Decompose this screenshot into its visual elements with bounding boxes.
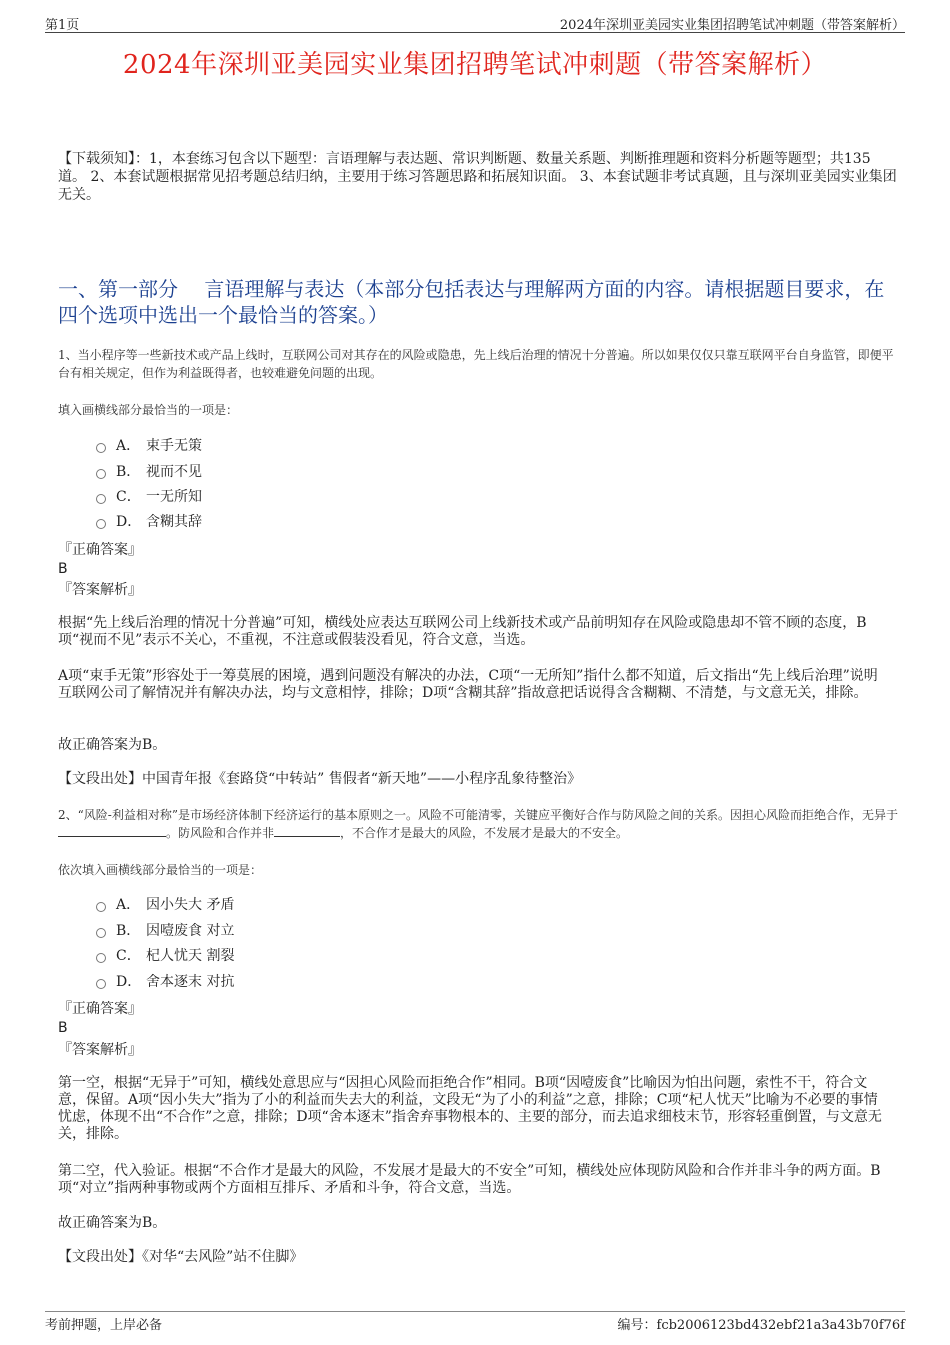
radio-icon[interactable] — [96, 902, 106, 912]
option-letter: B． — [116, 923, 141, 939]
option-text: 视而不见 — [146, 464, 202, 480]
option-letter: A． — [116, 897, 141, 913]
option-text: 因小失大 矛盾 — [146, 897, 235, 913]
fill-blank — [274, 824, 340, 837]
question-1-answer-label: 『正确答案』 — [58, 542, 142, 558]
option-letter: B． — [116, 464, 141, 480]
question-1-analysis-p1: 根据“先上线后治理的情况十分普遍”可知，横线处应表达互联网公司上线新技术或产品前明知存在风险或隐患却不管不顾的态度，B项“视而不见”表示不关心，不重视，不注意或假装没看见，符合文意，当选。 — [58, 615, 867, 648]
question-1-option-d[interactable] — [96, 511, 202, 531]
page-number: 第1页 — [45, 18, 80, 33]
footer-divider — [45, 1311, 905, 1312]
question-1-option-c[interactable] — [96, 486, 202, 506]
download-notice: 【下载须知】：1，本套练习包含以下题型：言语理解与表达题、常识判断题、数量关系题、判断推理题和资料分析题等题型；共135道。 2、本套试题根据常见招考题总结归纳，主要用于练习答题思路和拓展知识面。 3、本套试题非考试真题，且与深圳亚美园实业集团无关。 — [58, 151, 897, 203]
question-2-option-b[interactable] — [96, 920, 234, 940]
question-1-option-a[interactable] — [96, 435, 202, 455]
option-letter: D． — [116, 514, 142, 530]
stem-text: 。防风险和合作并非 — [166, 826, 275, 840]
document-id: 编号：fcb2006123bd432ebf21a3a43b70f76f — [617, 1318, 905, 1333]
stem-text: ，不合作才是最大的风险，不发展才是最大的不安全。 — [340, 826, 629, 840]
radio-icon[interactable] — [96, 519, 106, 529]
radio-icon[interactable] — [96, 928, 106, 938]
radio-icon[interactable] — [96, 494, 106, 504]
radio-icon[interactable] — [96, 469, 106, 479]
option-text: 束手无策 — [146, 438, 202, 454]
radio-icon[interactable] — [96, 979, 106, 989]
question-2-analysis-p3: 故正确答案为B。 — [58, 1215, 167, 1231]
running-header-title: 2024年深圳亚美园实业集团招聘笔试冲刺题（带答案解析） — [559, 18, 905, 33]
option-text: 含糊其辞 — [146, 514, 202, 530]
option-text: 因噎废食 对立 — [146, 923, 235, 939]
question-2-answer: B — [58, 1020, 68, 1036]
question-1-analysis-label: 『答案解析』 — [58, 582, 142, 598]
question-1-analysis-p2: A项“束手无策”形容处于一筹莫展的困境，遇到问题没有解决的办法，C项“一无所知”指什么都不知道，后文指出“先上线后治理”说明互联网公司了解情况并有解决办法，均与文意相悖，排除；D项“含糊其辞”指故意把话说得含含糊糊、不清楚，与文意无关，排除。 — [58, 668, 878, 701]
question-2-option-a[interactable] — [96, 894, 234, 914]
question-2-analysis-p2: 第二空，代入验证。根据“不合作才是最大的风险，不发展才是最大的不安全”可知，横线处应体现防风险和合作并非斗争的两方面。B项“对立”指两种事物或两个方面相互排斥、矛盾和斗争，符合文意，当选。 — [58, 1163, 881, 1196]
question-2-answer-label: 『正确答案』 — [58, 1001, 142, 1017]
option-text: 舍本逐末 对抗 — [146, 974, 235, 990]
option-letter: D． — [116, 974, 142, 990]
question-2-option-c[interactable] — [96, 945, 234, 965]
question-1-option-b[interactable] — [96, 461, 202, 481]
option-letter: C． — [116, 948, 141, 964]
question-1-source: 【文段出处】中国青年报《套路贷“中转站” 售假者“新天地”——小程序乱象待整治》 — [58, 771, 582, 787]
fill-blank — [58, 824, 166, 837]
question-1-answer: B — [58, 561, 68, 577]
question-2-analysis-label: 『答案解析』 — [58, 1042, 142, 1058]
question-2-prompt: 依次填入画横线部分最恰当的一项是： — [58, 863, 263, 877]
question-2-source: 【文段出处】《对华“去风险”站不住脚》 — [58, 1249, 304, 1265]
question-1-prompt: 填入画横线部分最恰当的一项是： — [58, 403, 239, 417]
header-divider — [45, 32, 905, 33]
radio-icon[interactable] — [96, 443, 106, 453]
radio-icon[interactable] — [96, 953, 106, 963]
stem-text: 2、“风险-利益相对称”是市场经济体制下经济运行的基本原则之一。风险不可能清零，关键应平衡好合作与防风险之间的关系。因担心风险而拒绝合作，无异于 — [58, 808, 898, 822]
page-title: 2024年深圳亚美园实业集团招聘笔试冲刺题（带答案解析） — [122, 50, 828, 80]
option-text: 杞人忧天 割裂 — [146, 948, 235, 964]
option-text: 一无所知 — [146, 489, 202, 505]
question-1-analysis-p3: 故正确答案为B。 — [58, 737, 167, 753]
option-letter: A． — [116, 438, 141, 454]
footer-slogan: 考前押题，上岸必备 — [45, 1318, 163, 1333]
option-letter: C． — [116, 489, 141, 505]
section-title: 一、第一部分 言语理解与表达（本部分包括表达与理解两方面的内容。请根据题目要求，在四个选项中选出一个最恰当的答案。） — [58, 277, 885, 327]
question-1-stem: 1、当小程序等一些新技术或产品上线时，互联网公司对其存在的风险或隐患，先上线后治理的情况十分普遍。所以如果仅仅只靠互联网平台自身监管，即便平台有相关规定，但作为利益既得者，也较难避免问题的出现。 — [58, 348, 894, 380]
question-2-stem — [58, 806, 898, 842]
question-2-analysis-p1: 第一空，根据“无异于”可知，横线处意思应与“因担心风险而拒绝合作”相同。B项“因噎废食”比喻因为怕出问题，索性不干，符合文意，保留。A项“因小失大”指为了小的利益而失去大的利益，文段无“为了小的利益”之意，排除；C项“杞人忧天”比喻为不必要的事情忧虑，体现不出“不合作”之意，排除；D项“舍本逐末”指舍弃事物根本的、主要的部分，而去追求细枝末节，形容轻重倒置，与文意无关，排除。 — [58, 1075, 882, 1142]
question-2-option-d[interactable] — [96, 971, 234, 991]
